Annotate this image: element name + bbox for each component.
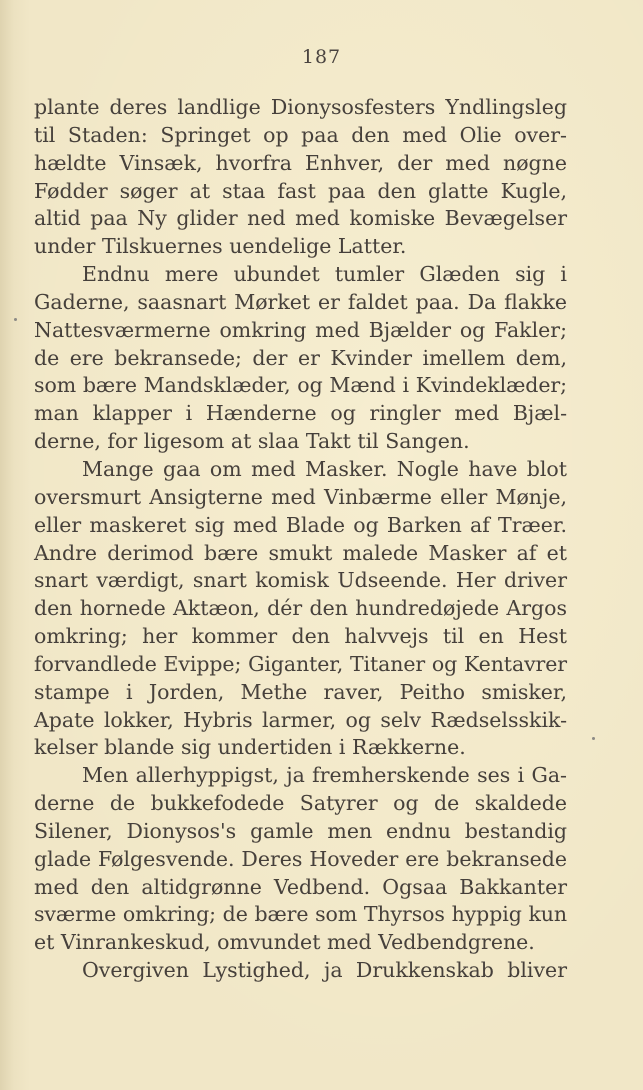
text-line: Fødder søger at staa fast paa den glatte Kugle, <box>34 178 567 203</box>
text-line: den hornede Aktæon, dér den hundredøjede Argos <box>34 596 567 621</box>
text-line: eller maskeret sig med Blade og Barken af Træer. <box>34 512 567 537</box>
text-line: sværme omkring; de bære som Thyrsos hyppig kun <box>34 902 567 927</box>
margin-mark <box>592 737 595 740</box>
text-line: med den altidgrønne Vedbend. Ogsaa Bakkanter <box>34 874 567 899</box>
text-line: forvandlede Evippe; Giganter, Titaner og Kentavrer <box>34 651 567 676</box>
text-line: altid paa Ny glider ned med komiske Bevægelser <box>34 206 567 231</box>
text-line: under Tilskuernes uendelige Latter. <box>34 234 407 259</box>
text-line: snart værdigt, snart komisk Udseende. Her driver <box>34 568 567 593</box>
text-line: Silener, Dionysos's gamle men endnu bestandig <box>34 818 567 843</box>
text-line: plante deres landlige Dionysosfesters Yndlingsleg <box>34 95 567 119</box>
text-line: et Vinrankeskud, omvundet med Vedbendgrene. <box>34 930 535 955</box>
text-line: omkring; her kommer den halvvejs til en Hest <box>34 624 567 649</box>
page-number: 187 <box>301 46 342 68</box>
text-line: oversmurt Ansigterne med Vinbærme eller Mønje, <box>34 484 567 509</box>
text-line: hældte Vinsæk, hvorfra Enhver, der med nøgne <box>34 150 567 175</box>
text-line: til Staden: Springet op paa den med Olie over- <box>34 122 567 147</box>
text-line: derne de bukkefodede Satyrer og de skaldede <box>34 791 567 816</box>
text-line: kelser blande sig undertiden i Rækkerne. <box>34 735 466 760</box>
text-line: Nattesværmerne omkring med Bjælder og Fakler; <box>34 317 567 342</box>
text-line: Overgiven Lystighed, ja Drukkenskab bliver <box>82 958 567 983</box>
text-line: som bære Mandsklæder, og Mænd i Kvindeklæder; <box>34 373 567 398</box>
text-line: Mange gaa om med Masker. Nogle have blot <box>82 456 567 481</box>
text-line: de ere bekransede; der er Kvinder imellem dem, <box>34 345 567 370</box>
text-line: Endnu mere ubundet tumler Glæden sig i <box>82 262 567 287</box>
text-line: Andre derimod bære smukt malede Masker af et <box>34 540 567 565</box>
text-line: stampe i Jorden, Methe raver, Peitho smisker, <box>34 679 567 704</box>
body-text <box>34 94 567 985</box>
text-line: Men allerhyppigst, ja fremherskende ses i Ga- <box>82 763 567 788</box>
text-line: Apate lokker, Hybris larmer, og selv Rædselsskik- <box>34 707 567 732</box>
margin-mark <box>14 318 17 321</box>
text-line: man klapper i Hænderne og ringler med Bjæl- <box>34 401 567 426</box>
text-line: derne, for ligesom at slaa Takt til Sangen. <box>34 429 470 454</box>
text-line: Gaderne, saasnart Mørket er faldet paa. Da flakke <box>34 289 567 314</box>
text-line: glade Følgesvende. Deres Hoveder ere bekransede <box>34 846 567 871</box>
